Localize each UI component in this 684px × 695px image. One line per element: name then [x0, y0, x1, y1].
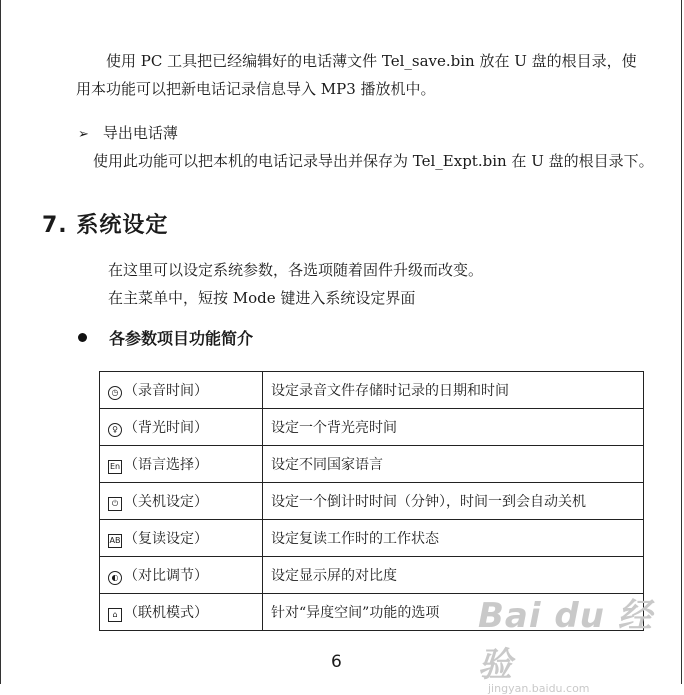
table-row	[100, 409, 644, 446]
intro-line-1: 使用 PC 工具把已经编辑好的电话薄文件 Tel_save.bin 放在 U 盘的根目录，使	[106, 52, 637, 70]
param-desc: 针对“异度空间”功能的选项	[263, 594, 644, 631]
param-desc: 设定不同国家语言	[263, 446, 644, 483]
clock-icon: ◷	[108, 386, 122, 400]
arrow-bullet-icon: ➢	[78, 127, 89, 142]
param-desc: 设定录音文件存储时记录的日期和时间	[263, 372, 644, 409]
param-name-cell	[100, 594, 263, 631]
section-heading	[42, 208, 168, 239]
param-name-cell	[100, 520, 263, 557]
param-name: （联机模式）	[124, 605, 208, 621]
bullet-dot-icon	[78, 333, 87, 342]
param-name: （语言选择）	[124, 457, 208, 473]
bulb-icon: ♀	[108, 423, 122, 437]
table-row	[100, 483, 644, 520]
page-frame-right	[681, 0, 682, 684]
watermark-url: jingyan.baidu.com	[488, 682, 590, 695]
repeat-ab-icon: AB	[108, 534, 122, 548]
param-name: （对比调节）	[124, 568, 208, 584]
params-heading-text: 各参数项目功能简介	[109, 329, 254, 348]
watermark-logo: Bai du 经验	[478, 596, 653, 685]
param-name: （背光时间）	[124, 420, 208, 436]
table-row	[100, 520, 644, 557]
section-title: 系统设定	[76, 213, 169, 238]
page-frame-left	[0, 0, 1, 684]
section-number: 7.	[42, 213, 68, 238]
contrast-icon: ◐	[108, 571, 122, 585]
watermark	[478, 588, 684, 695]
power-off-icon: ⏻	[108, 497, 122, 511]
export-desc: 使用此功能可以把本机的电话记录导出并保存为 Tel_Expt.bin 在 U 盘的根目录下。	[93, 152, 654, 170]
param-desc: 设定一个倒计时时间（分钟），时间一到会自动关机	[263, 483, 644, 520]
intro-line-2: 用本功能可以把新电话记录信息导入 MP3 播放机中。	[76, 80, 436, 98]
param-desc: 设定一个背光亮时间	[263, 409, 644, 446]
param-name-cell	[100, 483, 263, 520]
table-row	[100, 446, 644, 483]
param-name-cell	[100, 372, 263, 409]
param-name: （录音时间）	[124, 383, 208, 399]
param-name-cell	[100, 446, 263, 483]
param-desc: 设定复读工作时的工作状态	[263, 520, 644, 557]
language-icon: En	[108, 460, 122, 474]
param-name-cell	[100, 409, 263, 446]
export-title: 导出电话薄	[102, 124, 178, 142]
param-name: （关机设定）	[124, 494, 208, 510]
section-para-1: 在这里可以设定系统参数，各选项随着固件升级而改变。	[108, 261, 484, 279]
section-para-2: 在主菜单中，短按 Mode 键进入系统设定界面	[108, 289, 416, 307]
table-row	[100, 372, 644, 409]
param-name: （复读设定）	[124, 531, 208, 547]
param-name-cell	[100, 557, 263, 594]
page-number: 6	[331, 652, 342, 672]
params-heading	[78, 326, 253, 349]
export-item	[78, 123, 178, 145]
param-desc: 设定显示屏的对比度	[263, 557, 644, 594]
connect-icon: ⌂	[108, 608, 122, 622]
